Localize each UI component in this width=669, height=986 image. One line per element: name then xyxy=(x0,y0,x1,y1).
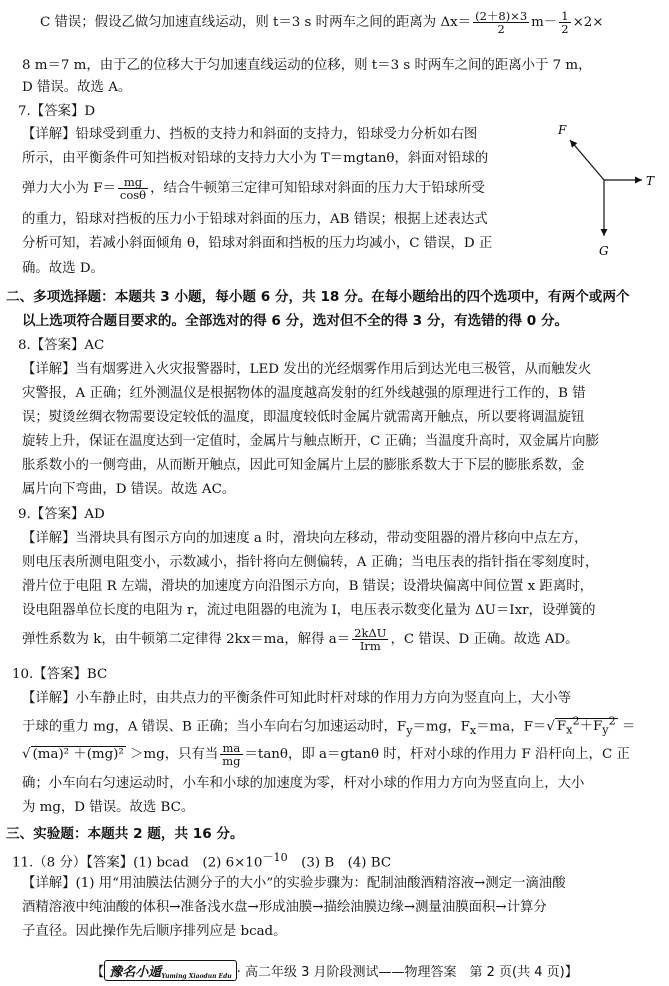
q9-line-2: 则电压表所测电阻变小，示数减小，指针将向左侧偏转，A 正确；当电压表的指针指在零刻度时， xyxy=(22,555,599,570)
q7-line-6: 确。故选 D。 xyxy=(22,261,104,276)
q7-line-3 xyxy=(22,176,485,201)
text: (3) B (4) BC xyxy=(287,855,392,871)
fraction xyxy=(559,10,570,35)
q10-line-5: 为 mg，D 错误。故选 BC。 xyxy=(22,800,195,815)
numerator: (2＋8)×3 xyxy=(475,9,528,23)
denominator: Irm xyxy=(359,639,381,654)
text: ＝ xyxy=(617,719,636,735)
subscript: x xyxy=(469,724,477,738)
q9-line-3: 滑片位于电阻 R 左端，滑块的加速度方向沿图示方向，B 错误；设滑块偏离中间位置 x 距离时， xyxy=(22,579,593,594)
q9-line-5 xyxy=(22,627,579,652)
fraction xyxy=(220,742,242,767)
text: 弹性系数为 k，由牛顿第二定律得 2kx＝ma，解得 a＝ xyxy=(22,632,351,648)
text: √ xyxy=(22,747,31,763)
q11-line-3: 子直径。因此操作先后顺序排列应是 bcad。 xyxy=(22,924,287,939)
q7-line-5: 分析可知，若减小斜面倾角 θ，铅球对斜面和挡板的压力均减小，C 错误，D 正 xyxy=(22,236,493,251)
q10-answer: 10.【答案】BC xyxy=(12,667,108,682)
q8-line-1: 【详解】当有烟雾进入火灾报警器时，LED 发出的光经烟雾作用后到达光电三极管，从而触发火 xyxy=(22,362,592,377)
page-footer xyxy=(0,960,669,981)
q8-line-5: 胀系数小的一侧弯曲，从而断开触点，因此可知金属片上层的膨胀系数大于下层的膨胀系数，金 xyxy=(22,458,585,473)
label-G: G xyxy=(599,244,609,258)
q8-answer: 8.【答案】AC xyxy=(18,338,105,353)
q11-line-2: 酒精溶液中纯油酸的体积→准备浅水盘→形成油膜→描绘油膜边缘→测量油膜面积→计算分 xyxy=(22,900,547,915)
subscript: y xyxy=(406,724,413,738)
text: ＝tanθ，即 a＝gtanθ 时，杆对小球的作用力 F 沿杆向上，C 正 xyxy=(244,747,630,763)
superscript: 2 xyxy=(608,715,616,728)
q11-line-1: 【详解】(1) 用“用油膜法估测分子的大小”的实验步骤为：配制油酸酒精溶液→测定一滴油酸 xyxy=(22,876,566,891)
text: m－ xyxy=(531,15,558,31)
text: ，结合牛顿第三定律可知铅球对斜面的压力大于铅球所受 xyxy=(150,181,485,197)
denominator: 2 xyxy=(497,22,505,37)
q7-line-4: 的重力，铅球对挡板的压力小于铅球对斜面的压力，AB 错误；根据上述表达式 xyxy=(22,212,488,227)
text: 弹力大小为 F＝ xyxy=(22,181,116,197)
logo-text: 豫名小遁 xyxy=(109,965,162,980)
subscript: x xyxy=(566,724,573,738)
text: ×2× xyxy=(572,15,604,31)
text: F xyxy=(556,719,567,735)
q9-answer: 9.【答案】AD xyxy=(18,507,105,522)
label-F: F xyxy=(558,123,567,137)
numerator: ma xyxy=(220,742,242,755)
subscript: y xyxy=(602,724,609,738)
bracket: 】 xyxy=(564,965,578,980)
section-2-heading: 二、多项选择题：本题共 3 小题，每小题 6 分，共 18 分。在每小题给出的四个选项中，有两个或两个 xyxy=(6,289,630,305)
force-F-arrow xyxy=(570,140,604,180)
text: 于球的重力 mg，A 错误、B 正确；当小车向右匀加速运动时，F xyxy=(22,719,407,735)
square-root xyxy=(555,715,618,738)
section-2-heading-cont: 以上选项符合题目要求的。全部选对的得 6 分，选对但不全的得 3 分，有选错的得 0 分。 xyxy=(22,313,569,329)
fraction xyxy=(118,176,148,201)
q9-line-4: 设电阻器单位长度的电阻为 r，流过电阻器的电流为 I，电压表示数变化量为 ΔU＝Ixr，设弹簧的 xyxy=(22,603,596,618)
q10-line-2 xyxy=(22,715,635,738)
q6-line-1 xyxy=(40,10,604,35)
denominator: 2 xyxy=(561,22,569,37)
force-diagram xyxy=(548,118,660,260)
q6-line-2: 8 m＝7 m，由于乙的位移大于匀加速直线运动的位移，则 t＝3 s 时两车之间的距离小于 7 m， xyxy=(22,58,592,73)
text: ＞mg，只有当 xyxy=(125,747,219,763)
square-root: (ma)² ＋(mg)² xyxy=(32,747,124,763)
q11-answer xyxy=(12,851,391,872)
q10-line-1: 【详解】小车静止时，由共点力的平衡条件可知此时杆对球的作用力方向为竖直向上，大小等 xyxy=(22,691,572,706)
text: ，C 错误、D 正确。故选 AD。 xyxy=(390,632,579,648)
fraction xyxy=(473,10,529,35)
q10-line-3 xyxy=(22,742,630,767)
logo-subtext: Yuming Xiaodun Edu xyxy=(161,973,232,980)
q8-line-4: 旋转上升，保证在温度达到一定值时，金属片与触点断开，C 正确；当温度升高时，双金属片向膨 xyxy=(22,434,599,449)
numerator: 1 xyxy=(561,9,569,23)
brand-logo xyxy=(104,960,236,981)
bracket: 【 xyxy=(91,965,105,980)
q8-line-2: 灾警报，A 正确；红外测温仪是根据物体的温度越高发射的红外线越强的原理进行工作的，B 错 xyxy=(22,386,586,401)
q7-line-2: 所示，由平衡条件可知挡板对铅球的支持力大小为 T＝mgtanθ，斜面对铅球的 xyxy=(22,151,489,166)
q10-line-4: 确；小车向右匀速运动时，小车和小球的加速度为零，杆对小球的作用力方向为竖直向上，大小 xyxy=(22,776,585,791)
superscript: －10 xyxy=(262,851,288,864)
text: ＝mg，F xyxy=(412,719,470,735)
q6-line-3: D 错误。故选 A。 xyxy=(22,80,132,95)
text: 11.（8 分）【答案】(1) bcad (2) 6×10 xyxy=(12,855,263,871)
section-3-heading: 三、实验题：本题共 2 题，共 16 分。 xyxy=(6,826,244,842)
denominator: mg xyxy=(222,754,241,769)
q9-line-1: 【详解】当滑块具有图示方向的加速度 a 时，滑块向左移动，带动变阻器的滑片移向中点左方， xyxy=(22,531,588,546)
text: ＋F xyxy=(579,719,603,735)
fraction xyxy=(352,627,388,652)
text: ＝ma，F＝√ xyxy=(476,719,555,735)
q7-answer: 7.【答案】D xyxy=(18,104,96,119)
q8-line-6: 属片向下弯曲，D 错误。故选 AC。 xyxy=(22,482,236,497)
numerator: mg xyxy=(118,176,148,189)
label-T: T xyxy=(646,174,655,188)
q8-line-3: 误；熨烫丝绸衣物需要设定较低的温度，即温度较低时金属片就需离开触点，所以要将调温旋钮 xyxy=(22,410,585,425)
superscript: 2 xyxy=(572,715,580,728)
numerator: 2kΔU xyxy=(354,626,387,640)
text: C 错误；假设乙做匀加速直线运动，则 t＝3 s 时两车之间的距离为 Δx＝ xyxy=(40,15,472,31)
denominator: cosθ xyxy=(119,188,147,203)
q7-line-1: 【详解】铅球受到重力、挡板的支持力和斜面的支持力，铅球受力分析如右图 xyxy=(22,127,478,142)
footer-text: · 高二年级 3 月阶段测试——物理答案 第 2 页(共 4 页) xyxy=(236,965,565,980)
